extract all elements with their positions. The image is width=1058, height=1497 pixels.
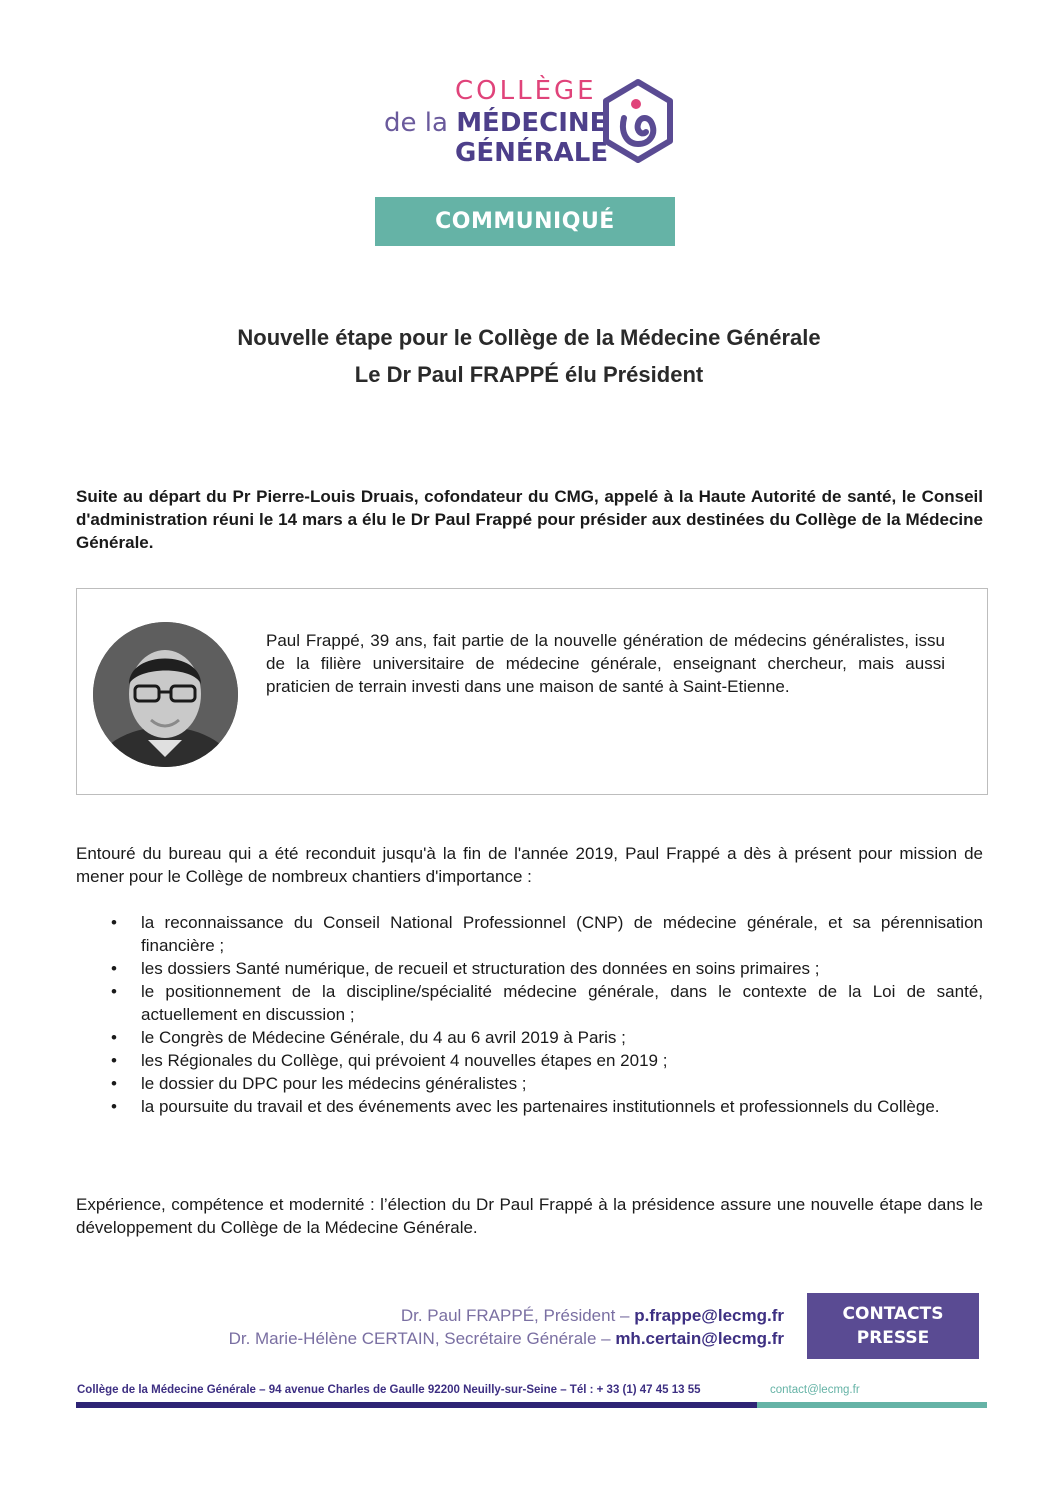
bullet-icon: • <box>111 959 117 978</box>
contact-email-link[interactable]: p.frappe@lecmg.fr <box>634 1306 784 1325</box>
page-subtitle: Le Dr Paul FRAPPÉ élu Président <box>354 362 704 387</box>
list-item: • le positionnement de la discipline/spécialité médecine générale, dans le contexte de la Loi de santé, actuellement en discussion ; <box>111 982 983 1024</box>
list-item: • le Congrès de Médecine Générale, du 4 au 6 avril 2019 à Paris ; <box>111 1028 626 1047</box>
conclusion-paragraph: Expérience, compétence et modernité : l’élection du Dr Paul Frappé à la présidence assure une nouvelle étape dans le développement du Collège de la Médecine Générale. <box>76 1195 983 1237</box>
contact-line-president <box>401 1306 784 1326</box>
footer-bar-purple <box>76 1402 757 1408</box>
presse-label: PRESSE <box>856 1328 930 1348</box>
bullet-icon: • <box>111 913 117 932</box>
logo-de-la-text: de la <box>384 108 448 138</box>
list-item: • les Régionales du Collège, qui prévoient 4 nouvelles étapes en 2019 ; <box>111 1051 668 1070</box>
footer-address: Collège de la Médecine Générale – 94 avenue Charles de Gaulle 92200 Neuilly-sur-Seine – Tél : + 33 (1) 47 45 13 55 <box>77 1384 701 1396</box>
logo-college-text: COLLÈGE <box>455 76 597 106</box>
bullet-icon: • <box>111 982 117 1001</box>
mission-paragraph: Entouré du bureau qui a été reconduit jusqu'à la fin de l'année 2019, Paul Frappé a dès à présent pour mission de mener pour le Collège de nombreux chantiers d'importance : <box>76 844 983 886</box>
bullet-icon: • <box>111 1097 117 1116</box>
contact-name: Dr. Marie-Hélène CERTAIN, Secrétaire Générale – <box>228 1329 616 1348</box>
communique-banner: COMMUNIQUÉ <box>375 197 675 246</box>
bullet-icon: • <box>111 1051 117 1070</box>
contacts-label: CONTACTS <box>842 1304 944 1324</box>
footer-email-link[interactable]: contact@lecmg.fr <box>770 1384 860 1396</box>
profile-description: Paul Frappé, 39 ans, fait partie de la nouvelle génération de médecins généralistes, issu de la filière universitaire de médecine générale, enseignant chercheur, mais aussi praticien de terrain investi dans une maison de santé à Saint-Etienne. <box>266 631 945 696</box>
logo-line2 <box>384 108 607 138</box>
page-title: Nouvelle étape pour le Collège de la Médecine Générale <box>237 325 821 350</box>
logo-generale-text: GÉNÉRALE <box>455 138 609 168</box>
contacts-presse-box <box>807 1293 979 1359</box>
list-item: • le dossier du DPC pour les médecins généralistes ; <box>111 1074 527 1093</box>
logo-hexagon-icon <box>602 78 674 164</box>
priorities-list <box>76 911 983 1118</box>
contact-line-secretary <box>229 1329 784 1349</box>
bullet-icon: • <box>111 1074 117 1093</box>
contact-email-link[interactable]: mh.certain@lecmg.fr <box>615 1329 784 1348</box>
logo-medecine-text: MÉDECINE <box>456 108 608 138</box>
list-item: • les dossiers Santé numérique, de recueil et structuration des données en soins primaires ; <box>111 959 820 978</box>
list-item: • la reconnaissance du Conseil National Professionnel (CNP) de médecine générale, et sa pérennisation financière ; <box>111 913 983 955</box>
portrait-photo <box>93 622 238 767</box>
list-item: • la poursuite du travail et des événements avec les partenaires institutionnels et professionnels du Collège. <box>111 1097 940 1116</box>
contact-name: Dr. Paul FRAPPÉ, Président – <box>400 1306 635 1325</box>
footer-bar-teal <box>757 1402 987 1408</box>
intro-paragraph: Suite au départ du Pr Pierre-Louis Druais, cofondateur du CMG, appelé à la Haute Autorité de santé, le Conseil d'administration réuni le 14 mars a élu le Dr Paul Frappé pour présider aux destinées du Collège de la Médecine Générale. <box>76 487 983 552</box>
bullet-icon: • <box>111 1028 117 1047</box>
